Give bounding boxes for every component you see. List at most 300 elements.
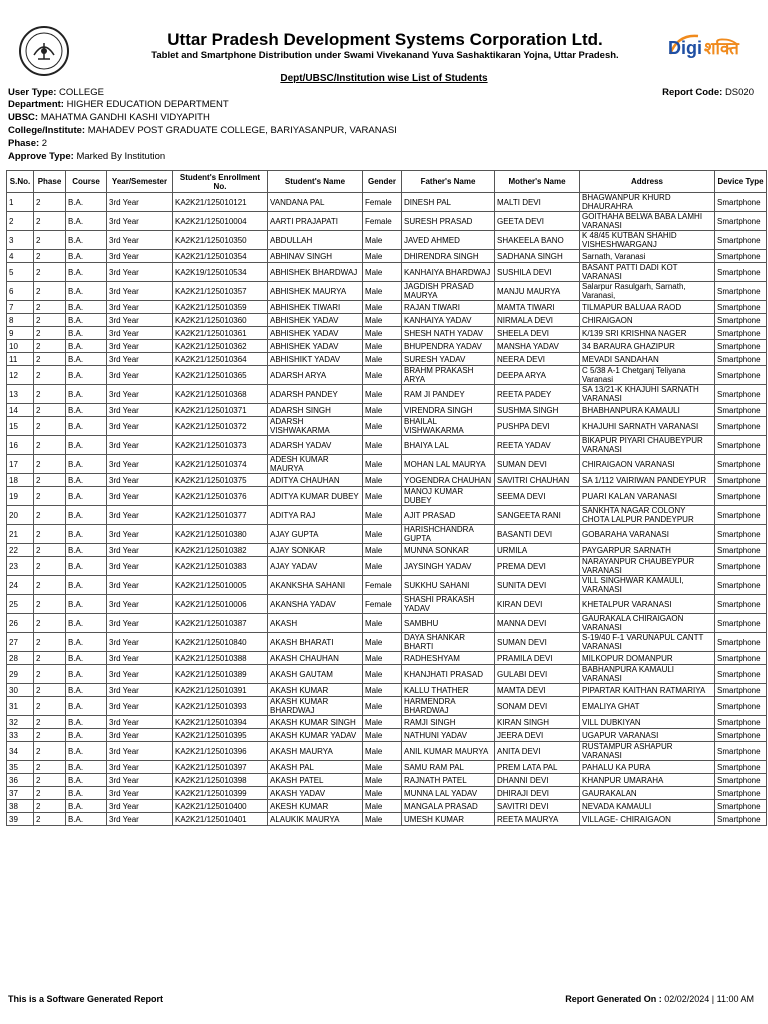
table-cell: GAURAKALAN xyxy=(580,787,715,800)
table-cell: Male xyxy=(363,474,402,487)
table-cell: 31 xyxy=(7,697,34,716)
table-cell: REETA PADEY xyxy=(495,385,580,404)
table-header xyxy=(7,171,767,193)
table-cell: KA2K21/125010004 xyxy=(173,212,268,231)
table-cell: SHAKEELA BANO xyxy=(495,231,580,250)
table-cell: RAJNATH PATEL xyxy=(402,774,495,787)
table-cell: 16 xyxy=(7,436,34,455)
table-cell: 4 xyxy=(7,250,34,263)
table-cell: Smartphone xyxy=(715,742,767,761)
table-cell: 34 BARAURA GHAZIPUR xyxy=(580,340,715,353)
table-cell: SUMAN DEVI xyxy=(495,455,580,474)
table-cell: 3rd Year xyxy=(107,212,173,231)
table-cell: 2 xyxy=(34,576,66,595)
table-cell: 3rd Year xyxy=(107,813,173,826)
table-row xyxy=(7,697,767,716)
table-cell: ABHISHEK YADAV xyxy=(268,340,363,353)
table-cell: AKASH YADAV xyxy=(268,787,363,800)
table-row xyxy=(7,353,767,366)
table-cell: 6 xyxy=(7,282,34,301)
table-cell: Smartphone xyxy=(715,193,767,212)
page-subtitle: Tablet and Smartphone Distribution under Swami Vivekanand Yuva Sashaktikaran Yojna, Uttar Pradesh. xyxy=(151,50,619,61)
table-cell: KA2K21/125010388 xyxy=(173,652,268,665)
table-row xyxy=(7,774,767,787)
table-cell: 2 xyxy=(34,544,66,557)
table-cell: B.A. xyxy=(66,576,107,595)
table-cell: Male xyxy=(363,455,402,474)
table-row xyxy=(7,525,767,544)
table-cell: Smartphone xyxy=(715,212,767,231)
table-cell: KA2K21/125010376 xyxy=(173,487,268,506)
table-cell: 18 xyxy=(7,474,34,487)
table-cell: 20 xyxy=(7,506,34,525)
table-cell: KA2K21/125010375 xyxy=(173,474,268,487)
table-cell: SAMBHU xyxy=(402,614,495,633)
table-cell: ABDULLAH xyxy=(268,231,363,250)
table-cell: KA2K21/125010354 xyxy=(173,250,268,263)
table-cell: GULABI DEVI xyxy=(495,665,580,684)
table-cell: KA2K21/125010380 xyxy=(173,525,268,544)
table-cell: 2 xyxy=(34,404,66,417)
table-cell: SHESH NATH YADAV xyxy=(402,327,495,340)
table-cell: 2 xyxy=(34,697,66,716)
table-cell: REETA YADAV xyxy=(495,436,580,455)
table-cell: 2 xyxy=(34,301,66,314)
table-cell: 28 xyxy=(7,652,34,665)
table-cell: AKASH KUMAR xyxy=(268,684,363,697)
table-cell: GAURAKALA CHIRAIGAON VARANASI xyxy=(580,614,715,633)
table-cell: KA2K21/125010365 xyxy=(173,366,268,385)
table-cell: 2 xyxy=(34,800,66,813)
table-cell: Smartphone xyxy=(715,774,767,787)
table-cell: B.A. xyxy=(66,487,107,506)
table-cell: 3rd Year xyxy=(107,436,173,455)
table-cell: KA2K21/125010359 xyxy=(173,301,268,314)
table-cell: B.A. xyxy=(66,474,107,487)
table-cell: 15 xyxy=(7,417,34,436)
table-cell: 2 xyxy=(34,263,66,282)
table-cell: 3rd Year xyxy=(107,474,173,487)
table-row xyxy=(7,595,767,614)
table-cell: SEEMA DEVI xyxy=(495,487,580,506)
table-cell: KA2K21/125010364 xyxy=(173,353,268,366)
footer-note: This is a Software Generated Report xyxy=(8,994,164,1004)
table-cell: Smartphone xyxy=(715,684,767,697)
table-cell: KA2K21/125010362 xyxy=(173,340,268,353)
meta-phase-label: Phase: xyxy=(8,138,40,149)
table-cell: KA2K21/125010391 xyxy=(173,684,268,697)
table-cell: MANSHA YADAV xyxy=(495,340,580,353)
table-cell: Male xyxy=(363,652,402,665)
table-cell: 3rd Year xyxy=(107,417,173,436)
column-header: Student's Name xyxy=(268,171,363,193)
table-cell: KA2K21/125010400 xyxy=(173,800,268,813)
table-cell: MAMTA DEVI xyxy=(495,684,580,697)
meta-user-type-label: User Type: xyxy=(8,87,57,98)
table-cell: Smartphone xyxy=(715,301,767,314)
table-cell: KA2K21/125010840 xyxy=(173,633,268,652)
table-cell: ABHISHEK MAURYA xyxy=(268,282,363,301)
table-cell: B.A. xyxy=(66,404,107,417)
table-cell: MAMTA TIWARI xyxy=(495,301,580,314)
table-row xyxy=(7,506,767,525)
meta-ubsc-value: MAHATMA GANDHI KASHI VIDYAPITH xyxy=(40,112,210,123)
meta-ubsc-label: UBSC: xyxy=(8,112,39,123)
table-cell: 27 xyxy=(7,633,34,652)
table-cell: 2 xyxy=(34,340,66,353)
table-row xyxy=(7,544,767,557)
table-cell: B.A. xyxy=(66,301,107,314)
table-row xyxy=(7,340,767,353)
table-cell: EMALIYA GHAT xyxy=(580,697,715,716)
table-cell: Smartphone xyxy=(715,525,767,544)
table-cell: B.A. xyxy=(66,652,107,665)
column-header: Address xyxy=(580,171,715,193)
table-cell: KIRAN SINGH xyxy=(495,716,580,729)
table-cell: KA2K21/125010387 xyxy=(173,614,268,633)
column-header: Course xyxy=(66,171,107,193)
table-cell: CHIRAIGAON xyxy=(580,314,715,327)
table-cell: SUSHILA DEVI xyxy=(495,263,580,282)
footer-generated xyxy=(565,994,754,1004)
table-row xyxy=(7,417,767,436)
table-cell: 3rd Year xyxy=(107,353,173,366)
table-cell: KA2K21/125010395 xyxy=(173,729,268,742)
table-cell: 3rd Year xyxy=(107,193,173,212)
table-cell: Smartphone xyxy=(715,385,767,404)
column-header: Father's Name xyxy=(402,171,495,193)
table-cell: KA2K21/125010389 xyxy=(173,665,268,684)
table-row xyxy=(7,665,767,684)
table-cell: Smartphone xyxy=(715,436,767,455)
table-cell: Male xyxy=(363,404,402,417)
table-cell: Male xyxy=(363,716,402,729)
table-cell: KANHAIYA BHARDWAJ xyxy=(402,263,495,282)
table-cell: ADARSH PANDEY xyxy=(268,385,363,404)
table-cell: DEEPA ARYA xyxy=(495,366,580,385)
table-cell: B.A. xyxy=(66,353,107,366)
table-cell: 2 xyxy=(34,436,66,455)
table-cell: 12 xyxy=(7,366,34,385)
table-cell: AKASH xyxy=(268,614,363,633)
table-cell: KIRAN DEVI xyxy=(495,595,580,614)
table-cell: 2 xyxy=(34,716,66,729)
table-cell: CHIRAIGAON VARANASI xyxy=(580,455,715,474)
table-cell: 2 xyxy=(34,474,66,487)
table-cell: 3rd Year xyxy=(107,327,173,340)
report-code-label: Report Code: xyxy=(662,87,723,98)
table-cell: B.A. xyxy=(66,684,107,697)
table-cell: GOBARAHA VARANASI xyxy=(580,525,715,544)
table-cell: Smartphone xyxy=(715,761,767,774)
meta-phase-value: 2 xyxy=(41,138,48,149)
table-cell: SAVITRI DEVI xyxy=(495,800,580,813)
table-cell: B.A. xyxy=(66,697,107,716)
table-cell: 30 xyxy=(7,684,34,697)
meta-user-type xyxy=(8,87,104,98)
table-cell: 2 xyxy=(34,813,66,826)
table-row xyxy=(7,301,767,314)
table-cell: Male xyxy=(363,327,402,340)
table-row xyxy=(7,716,767,729)
table-cell: RAJAN TIWARI xyxy=(402,301,495,314)
table-cell: 2 xyxy=(34,212,66,231)
table-cell: KA2K21/125010397 xyxy=(173,761,268,774)
table-cell: Male xyxy=(363,774,402,787)
table-cell: Female xyxy=(363,595,402,614)
table-cell: PIPARTAR KAITHAN RATMARIYA xyxy=(580,684,715,697)
table-cell: PREM LATA PAL xyxy=(495,761,580,774)
table-cell: JAYSINGH YADAV xyxy=(402,557,495,576)
table-cell: B.A. xyxy=(66,614,107,633)
table-cell: AKASH GAUTAM xyxy=(268,665,363,684)
table-cell: C 5/38 A-1 Chetganj Teliyana Varanasi xyxy=(580,366,715,385)
meta-college-label: College/Institute: xyxy=(8,125,86,136)
table-cell: NATHUNI YADAV xyxy=(402,729,495,742)
table-cell: B.A. xyxy=(66,327,107,340)
table-cell: MILKOPUR DOMANPUR xyxy=(580,652,715,665)
table-cell: Smartphone xyxy=(715,633,767,652)
table-row xyxy=(7,557,767,576)
table-cell: PAYGARPUR SARNATH xyxy=(580,544,715,557)
table-cell: VILL DUBKIYAN xyxy=(580,716,715,729)
table-cell: Male xyxy=(363,263,402,282)
table-row xyxy=(7,250,767,263)
table-cell: Salarpur Rasulgarh, Sarnath, Varanasi, xyxy=(580,282,715,301)
table-cell: NEVADA KAMAULI xyxy=(580,800,715,813)
table-row xyxy=(7,474,767,487)
table-cell: B.A. xyxy=(66,417,107,436)
table-cell: 2 xyxy=(7,212,34,231)
table-cell: SURESH PRASAD xyxy=(402,212,495,231)
column-header: Year/Semester xyxy=(107,171,173,193)
table-cell: Male xyxy=(363,525,402,544)
table-cell: KA2K21/125010396 xyxy=(173,742,268,761)
table-cell: Male xyxy=(363,729,402,742)
table-cell: 2 xyxy=(34,506,66,525)
table-cell: Male xyxy=(363,366,402,385)
table-row xyxy=(7,813,767,826)
table-row xyxy=(7,787,767,800)
table-cell: 3rd Year xyxy=(107,774,173,787)
column-header: Gender xyxy=(363,171,402,193)
table-cell: AJAY GUPTA xyxy=(268,525,363,544)
table-cell: 39 xyxy=(7,813,34,826)
table-cell: BHAIYA LAL xyxy=(402,436,495,455)
meta-phase xyxy=(8,138,47,149)
meta-department xyxy=(8,99,229,110)
table-cell: 3rd Year xyxy=(107,697,173,716)
table-cell: KA2K21/125010357 xyxy=(173,282,268,301)
table-cell: Smartphone xyxy=(715,729,767,742)
table-cell: 2 xyxy=(34,665,66,684)
table-cell: 3rd Year xyxy=(107,633,173,652)
meta-college xyxy=(8,125,397,136)
meta-user-type-value: COLLEGE xyxy=(59,87,104,98)
table-cell: KA2K21/125010401 xyxy=(173,813,268,826)
table-cell: 26 xyxy=(7,614,34,633)
table-row xyxy=(7,684,767,697)
table-cell: 5 xyxy=(7,263,34,282)
table-cell: RADHESHYAM xyxy=(402,652,495,665)
table-cell: ADITYA CHAUHAN xyxy=(268,474,363,487)
table-cell: MOHAN LAL MAURYA xyxy=(402,455,495,474)
table-cell: 2 xyxy=(34,282,66,301)
table-cell: UMESH KUMAR xyxy=(402,813,495,826)
table-cell: AKASH CHAUHAN xyxy=(268,652,363,665)
table-cell: B.A. xyxy=(66,231,107,250)
table-cell: 7 xyxy=(7,301,34,314)
table-cell: 3rd Year xyxy=(107,525,173,544)
table-cell: 3rd Year xyxy=(107,665,173,684)
table-cell: 3rd Year xyxy=(107,385,173,404)
table-cell: Male xyxy=(363,250,402,263)
table-cell: 3rd Year xyxy=(107,684,173,697)
table-cell: B.A. xyxy=(66,633,107,652)
table-cell: B.A. xyxy=(66,716,107,729)
table-cell: SUKKHU SAHANI xyxy=(402,576,495,595)
table-cell: PAHALU KA PURA xyxy=(580,761,715,774)
table-cell: HARISHCHANDRA GUPTA xyxy=(402,525,495,544)
table-cell: 3rd Year xyxy=(107,761,173,774)
footer-generated-value: 02/02/2024 | 11:00 AM xyxy=(664,994,754,1004)
table-cell: Male xyxy=(363,761,402,774)
table-cell: DHIRENDRA SINGH xyxy=(402,250,495,263)
table-cell: Smartphone xyxy=(715,474,767,487)
table-cell: BHAILAL VISHWAKARMA xyxy=(402,417,495,436)
table-cell: AKASH PATEL xyxy=(268,774,363,787)
column-header: Phase xyxy=(34,171,66,193)
page-title: Uttar Pradesh Development Systems Corporation Ltd. xyxy=(167,30,603,49)
table-cell: B.A. xyxy=(66,742,107,761)
table-row xyxy=(7,800,767,813)
table-cell: 3rd Year xyxy=(107,576,173,595)
table-cell: 2 xyxy=(34,761,66,774)
table-cell: ADARSH SINGH xyxy=(268,404,363,417)
table-cell: 2 xyxy=(34,250,66,263)
table-cell: AKASH PAL xyxy=(268,761,363,774)
table-cell: BHUPENDRA YADAV xyxy=(402,340,495,353)
table-cell: AKASH KUMAR SINGH xyxy=(268,716,363,729)
table-cell: KA2K21/125010374 xyxy=(173,455,268,474)
table-cell: AJIT PRASAD xyxy=(402,506,495,525)
table-cell: Female xyxy=(363,212,402,231)
table-cell: ADESH KUMAR MAURYA xyxy=(268,455,363,474)
table-cell: BHAGWANPUR KHURD DHAURAHRA xyxy=(580,193,715,212)
table-cell: ABHISHIKT YADAV xyxy=(268,353,363,366)
meta-approve-type xyxy=(8,151,165,162)
table-cell: BHABHANPURA KAMAULI xyxy=(580,404,715,417)
table-cell: 2 xyxy=(34,774,66,787)
table-cell: Smartphone xyxy=(715,813,767,826)
table-cell: 23 xyxy=(7,557,34,576)
table-cell: KHANPUR UMARAHA xyxy=(580,774,715,787)
table-cell: KA2K21/125010371 xyxy=(173,404,268,417)
table-cell: VIRENDRA SINGH xyxy=(402,404,495,417)
table-cell: 2 xyxy=(34,385,66,404)
table-cell: Male xyxy=(363,353,402,366)
table-cell: 3rd Year xyxy=(107,614,173,633)
table-cell: 2 xyxy=(34,525,66,544)
table-cell: B.A. xyxy=(66,436,107,455)
report-title: Dept/UBSC/Institution wise List of Students xyxy=(280,73,488,84)
table-cell: ADITYA RAJ xyxy=(268,506,363,525)
table-cell: ANITA DEVI xyxy=(495,742,580,761)
table-cell: KA2K21/125010393 xyxy=(173,697,268,716)
table-cell: 29 xyxy=(7,665,34,684)
column-header: Mother's Name xyxy=(495,171,580,193)
table-cell: 3rd Year xyxy=(107,340,173,353)
digishakti-swoosh-icon xyxy=(664,28,754,64)
table-row xyxy=(7,614,767,633)
table-cell: KA2K21/125010399 xyxy=(173,787,268,800)
table-row xyxy=(7,487,767,506)
table-row xyxy=(7,314,767,327)
table-cell: Smartphone xyxy=(715,595,767,614)
table-cell: Smartphone xyxy=(715,787,767,800)
table-cell: 34 xyxy=(7,742,34,761)
table-body xyxy=(7,193,767,826)
report-code xyxy=(662,87,754,98)
table-cell: AKASH KUMAR BHARDWAJ xyxy=(268,697,363,716)
table-cell: Male xyxy=(363,301,402,314)
table-cell: 9 xyxy=(7,327,34,340)
table-cell: 2 xyxy=(34,353,66,366)
table-cell: 3rd Year xyxy=(107,282,173,301)
table-cell: BASANTI DEVI xyxy=(495,525,580,544)
table-cell: Female xyxy=(363,193,402,212)
table-cell: Male xyxy=(363,231,402,250)
table-cell: SA 13/21-K KHAJUHI SARNATH VARANASI xyxy=(580,385,715,404)
table-cell: Smartphone xyxy=(715,417,767,436)
table-cell: 3rd Year xyxy=(107,716,173,729)
table-cell: 38 xyxy=(7,800,34,813)
table-cell: Smartphone xyxy=(715,557,767,576)
table-cell: ABHISHEK YADAV xyxy=(268,314,363,327)
table-cell: 2 xyxy=(34,652,66,665)
table-cell: JAVED AHMED xyxy=(402,231,495,250)
table-cell: B.A. xyxy=(66,314,107,327)
table-cell: B.A. xyxy=(66,193,107,212)
table-cell: Male xyxy=(363,697,402,716)
table-cell: ADITYA KUMAR DUBEY xyxy=(268,487,363,506)
table-cell: VANDANA PAL xyxy=(268,193,363,212)
table-cell: RAM JI PANDEY xyxy=(402,385,495,404)
table-cell: 3rd Year xyxy=(107,301,173,314)
table-cell: REETA MAURYA xyxy=(495,813,580,826)
table-cell: 19 xyxy=(7,487,34,506)
up-government-seal-icon xyxy=(18,25,70,77)
table-cell: Male xyxy=(363,340,402,353)
table-cell: Smartphone xyxy=(715,614,767,633)
table-cell: 17 xyxy=(7,455,34,474)
meta-college-value: MAHADEV POST GRADUATE COLLEGE, BARIYASANPUR, VARANASI xyxy=(87,125,397,136)
table-cell: 2 xyxy=(34,787,66,800)
table-row xyxy=(7,633,767,652)
table-cell: 3rd Year xyxy=(107,366,173,385)
table-cell: ALAUKIK MAURYA xyxy=(268,813,363,826)
table-cell: KA2K21/125010006 xyxy=(173,595,268,614)
table-cell: MANJU MAURYA xyxy=(495,282,580,301)
table-cell: Smartphone xyxy=(715,340,767,353)
table-cell: 2 xyxy=(34,487,66,506)
table-cell: 2 xyxy=(34,729,66,742)
table-cell: Smartphone xyxy=(715,327,767,340)
table-cell: Male xyxy=(363,557,402,576)
table-cell: AKASH MAURYA xyxy=(268,742,363,761)
table-cell: BABHANPURA KAMAULI VARANASI xyxy=(580,665,715,684)
table-cell: TILMAPUR BALUAA RAOD xyxy=(580,301,715,314)
